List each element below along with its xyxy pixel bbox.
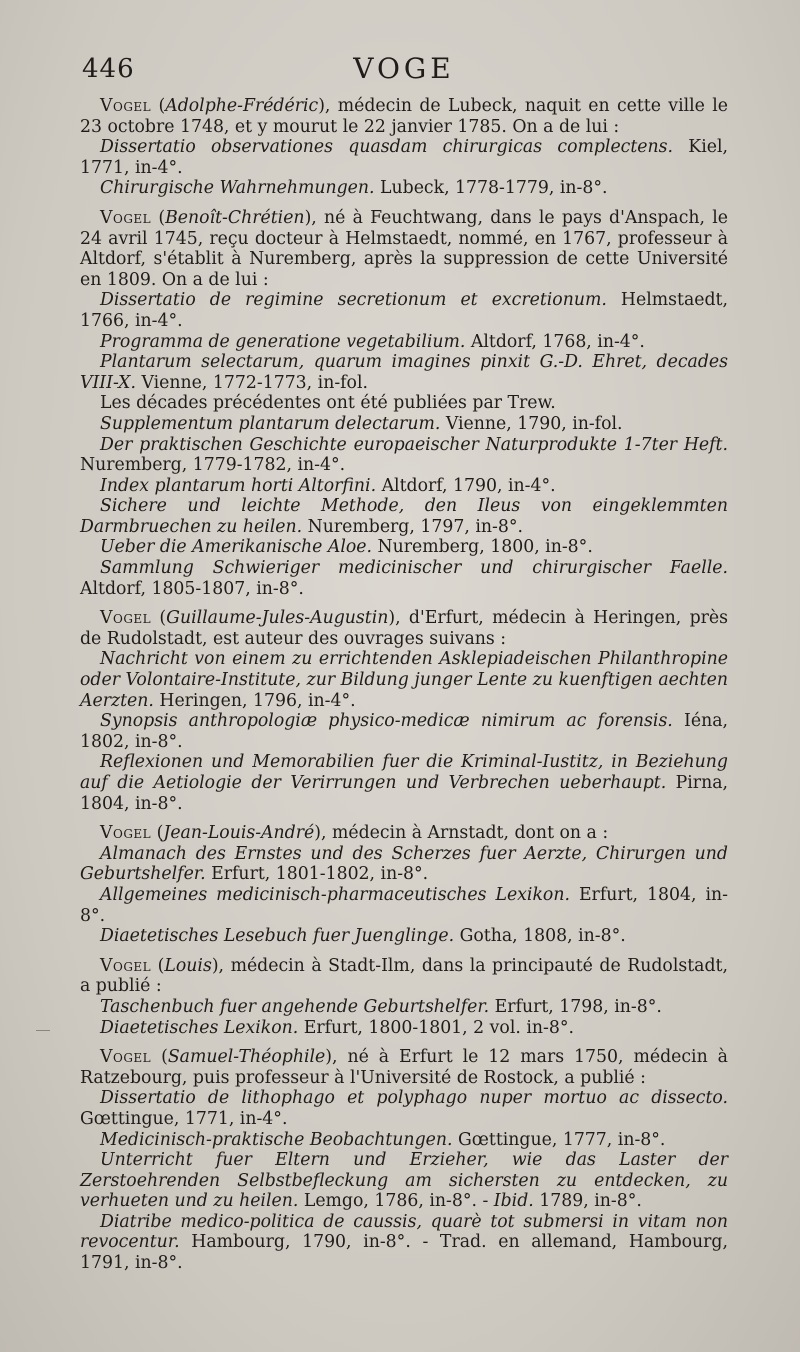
work-title: Dissertatio de lithophago et polyphago nuper mortuo ac dissecto. [100, 1088, 728, 1109]
entry-given-names: Guillaume-Jules-Augustin [166, 608, 389, 629]
running-head: VOGE [353, 52, 455, 85]
work-title: Medicinisch-praktische Beobachtungen. [100, 1129, 453, 1150]
work-imprint: Iéna, 1802, in-8°. [80, 711, 728, 752]
work-item [80, 1150, 728, 1212]
entry-surname: Vogel [100, 1047, 152, 1068]
work-title: Supplementum plantarum delectarum. [100, 413, 441, 434]
work-title: Sammlung Schwieriger medicinischer und chirurgischer Faelle. [100, 558, 728, 579]
work-title: Plantarum selectarum, quarum imagines pinxit G.-D. Ehret, decades VIII-X. [80, 352, 728, 393]
page-number: 446 [82, 54, 135, 84]
work-title-ibid: Ibid. [493, 1191, 534, 1212]
entry-given-names: Louis [164, 955, 212, 976]
work-title: Sichere und leichte Methode, den Ileus von eingeklemmten Darmbruechen zu heilen. [80, 496, 728, 537]
page-header [80, 50, 728, 94]
entry-vogel-guillaume-jules-augustin [80, 608, 728, 814]
work-title: Diaetetisches Lesebuch fuer Juenglinge. [100, 926, 455, 947]
entry-lead: Vogel (Adolphe-Frédéric), médecin de Lubeck, naquit en cette ville le 23 octobre 1748, et y mourut le 22 janvier 1785. On a de lui : [80, 96, 728, 137]
work-imprint: Vienne, 1790, in-fol. [440, 413, 623, 434]
work-imprint: Kiel, 1771, in-4°. [80, 137, 728, 178]
entry-vogel-jean-louis-andre [80, 823, 728, 947]
entry-surname: Vogel [100, 96, 152, 116]
work-title: Chirurgische Wahrnehmungen. [100, 178, 375, 199]
work-imprint: Les décades précédentes ont été publiées par Trew. [100, 393, 556, 414]
work-note [80, 393, 728, 414]
work-item [80, 1018, 728, 1039]
work-imprint: Lubeck, 1778-1779, in-8°. [374, 178, 608, 199]
work-item [80, 476, 728, 497]
entry-given-names: Adolphe-Frédéric [165, 96, 319, 116]
work-item [80, 885, 728, 926]
entry-given-names: Benoît-Chrétien [165, 207, 305, 228]
work-item [80, 926, 728, 947]
work-title: Dissertatio de regimine secretionum et excretionum. [100, 290, 607, 311]
entry-vogel-benoit-chretien [80, 208, 728, 599]
work-title: Almanach des Ernstes und des Scherzes fuer Aerzte, Chirurgen und Geburtshelfer. [80, 843, 728, 885]
work-title: Diatribe medico-politica de caussis, quarè tot submersi in vitam non revocentur. [80, 1211, 728, 1253]
entry-vogel-samuel-theophile [80, 1047, 728, 1274]
page-text [80, 96, 728, 1274]
work-title: Allgemeines medicinisch-pharmaceutisches Lexikon. [100, 884, 570, 905]
work-imprint: Nuremberg, 1779-1782, in-4°. [80, 455, 346, 476]
work-imprint: Gœttingue, 1771, in-4°. [80, 1108, 288, 1129]
entry-surname: Vogel [100, 207, 152, 228]
entry-lead: Vogel (Benoît-Chrétien), né à Feuchtwang, dans le pays d'Anspach, le 24 avril 1745, reçu docteur à Helmstaedt, nommé, en 1767, professeur à Altdorf, s'établit à Nuremberg, après la suppression de cette Université en 1809. On a de lui : [80, 207, 728, 290]
work-imprint: Nuremberg, 1800, in-8°. [372, 537, 593, 558]
work-title: Synopsis anthropologiæ physico-medicæ nimirum ac forensis. [100, 711, 673, 732]
work-title: Unterricht fuer Eltern und Erzieher, wie das Laster der Zerstoehrenden Selbstbefleckung am sichersten zu entdecken, zu verhueten und zu heilen. [80, 1150, 728, 1212]
entry-given-names: Jean-Louis-André [163, 823, 315, 844]
work-imprint: Altdorf, 1768, in-4°. [465, 331, 645, 352]
work-imprint: Erfurt, 1798, in-8°. [489, 996, 662, 1017]
work-item [80, 496, 728, 537]
work-item [80, 1088, 728, 1129]
work-item [80, 711, 728, 752]
work-imprint: Gotha, 1808, in-8°. [454, 926, 626, 947]
work-imprint: Gœttingue, 1777, in-8°. [452, 1129, 666, 1150]
work-item [80, 537, 728, 558]
entry-surname: Vogel [100, 823, 152, 844]
margin-scratch-mark [36, 1030, 50, 1031]
work-item [80, 997, 728, 1018]
work-imprint: Erfurt, 1804, in-8°. [80, 884, 728, 926]
work-imprint: Lemgo, 1786, in-8°. - [298, 1191, 494, 1212]
work-item [80, 1212, 728, 1274]
work-item [80, 844, 728, 885]
work-title: Ueber die Amerikanische Aloe. [100, 537, 372, 558]
work-imprint: Erfurt, 1801-1802, in-8°. [205, 864, 429, 885]
entry-vogel-louis [80, 956, 728, 1038]
work-item [80, 414, 728, 435]
work-imprint: 1789, in-8°. [533, 1191, 642, 1212]
work-item [80, 290, 728, 331]
work-item [80, 1130, 728, 1151]
work-title: Index plantarum horti Altorfini. [100, 475, 377, 496]
work-item [80, 752, 728, 814]
work-title: Dissertatio observationes quasdam chirurgicas complectens. [100, 137, 674, 158]
entry-surname: Vogel [100, 955, 152, 976]
work-title: Programma de generatione vegetabilium. [100, 331, 466, 352]
entry-lead: Vogel (Jean-Louis-André), médecin à Arnstadt, dont on a : [100, 823, 609, 844]
work-item [80, 352, 728, 393]
entry-vogel-adolphe-frederic [80, 96, 728, 199]
work-item [80, 435, 728, 476]
entry-lead: Vogel (Louis), médecin à Stadt-Ilm, dans la principauté de Rudolstadt, a publié : [80, 955, 728, 997]
work-title: Der praktischen Geschichte europaeischer Naturprodukte 1-7ter Heft. [100, 434, 728, 455]
work-imprint: Pirna, 1804, in-8°. [80, 773, 728, 814]
work-item [80, 137, 728, 178]
work-imprint: Nuremberg, 1797, in-8°. [302, 516, 523, 537]
entry-given-names: Samuel-Théophile [167, 1047, 326, 1068]
entry-lead: Vogel (Samuel-Théophile), né à Erfurt le 12 mars 1750, médecin à Ratzebourg, puis professeur à l'Université de Rostock, a publié : [80, 1047, 728, 1088]
work-imprint: Altdorf, 1805-1807, in-8°. [80, 578, 304, 599]
work-imprint: Vienne, 1772-1773, in-fol. [135, 372, 368, 393]
work-imprint: Heringen, 1796, in-4°. [153, 690, 356, 711]
work-imprint: Erfurt, 1800-1801, 2 vol. in-8°. [298, 1017, 574, 1038]
entry-lead: Vogel (Guillaume-Jules-Augustin), d'Erfurt, médecin à Heringen, près de Rudolstadt, est auteur des ouvrages suivans : [80, 608, 728, 649]
work-item [80, 649, 728, 711]
work-title: Reflexionen und Memorabilien fuer die Kriminal-Iustitz, in Beziehung auf die Aetiologie der Verirrungen und Verbrechen ueberhaupt. [80, 752, 728, 793]
work-title: Taschenbuch fuer angehende Geburtshelfer. [100, 996, 490, 1017]
work-imprint: Hambourg, 1790, in-8°. - Trad. en allemand, Hambourg, 1791, in-8°. [80, 1232, 728, 1274]
entry-surname: Vogel [100, 608, 152, 629]
work-title: Diaetetisches Lexikon. [100, 1017, 299, 1038]
work-title: Nachricht von einem zu errichtenden Asklepiadeischen Philanthropine oder Volontaire-Institute, zur Bildung junger Lente zu kuenftigen aechten Aerzten. [80, 649, 728, 711]
work-item [80, 558, 728, 599]
work-imprint: Helmstaedt, 1766, in-4°. [80, 290, 728, 331]
work-imprint: Altdorf, 1790, in-4°. [376, 475, 556, 496]
work-item [80, 332, 728, 353]
work-item [80, 178, 728, 199]
